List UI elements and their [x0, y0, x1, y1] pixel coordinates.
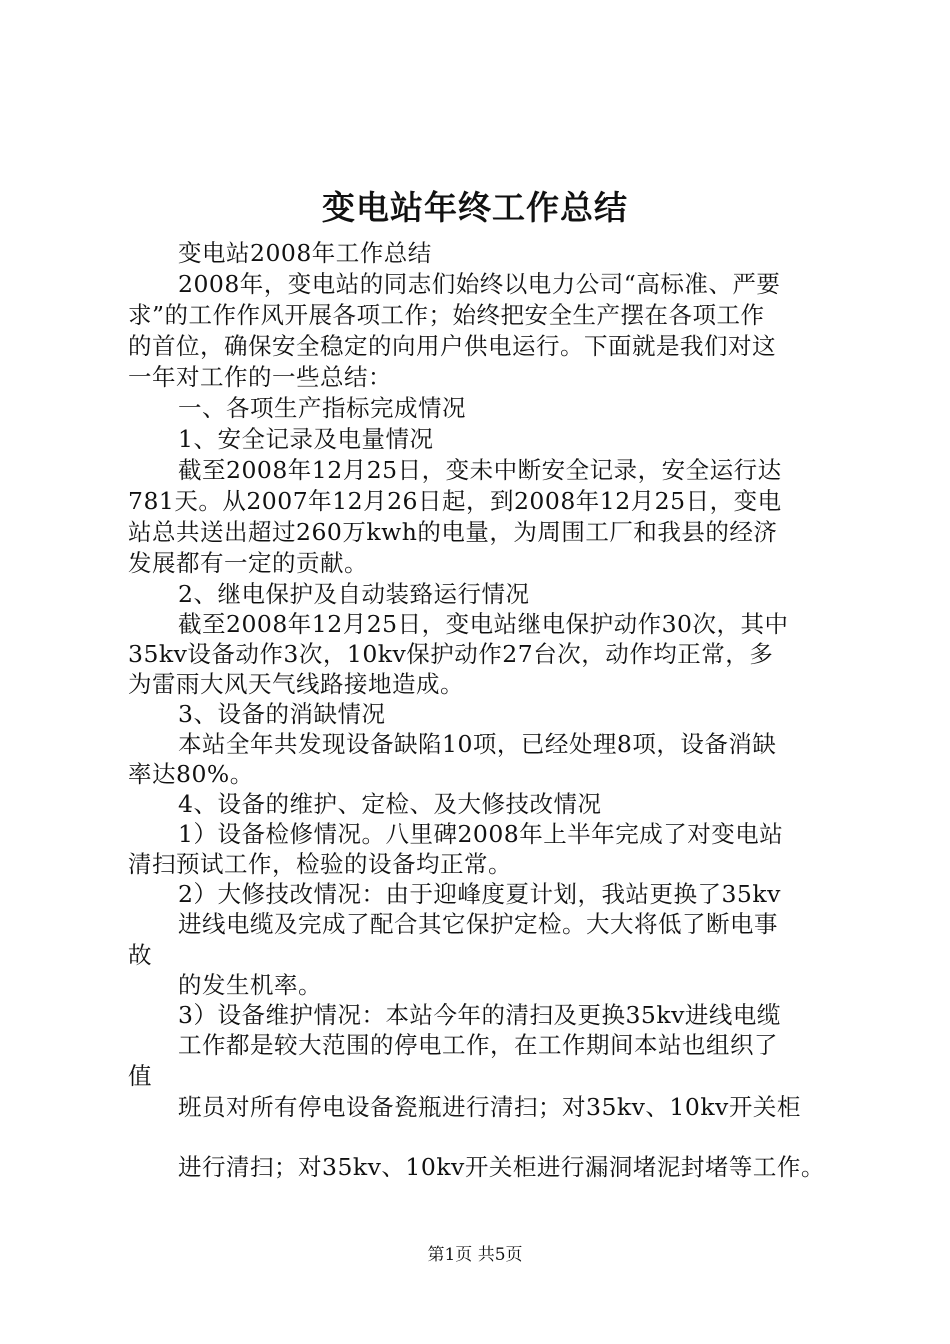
subsection-heading: 4、设备的维护、定检、及大修技改情况	[178, 790, 602, 818]
body-line: 的首位，确保安全稳定的向用户供电运行。下面就是我们对这	[128, 332, 776, 360]
body-line: 班员对所有停电设备瓷瓶进行清扫；对35kv、10kv开关柜	[178, 1093, 801, 1121]
body-line: 的发生机率。	[178, 971, 322, 999]
body-line: 3）设备维护情况：本站今年的清扫及更换35kv进线电缆	[178, 1001, 781, 1029]
body-line: 一年对工作的一些总结：	[128, 363, 392, 391]
subsection-heading: 2、继电保护及自动装臵运行情况	[178, 580, 530, 608]
body-line: 本站全年共发现设备缺陷10项，已经处理8项，设备消缺	[178, 730, 777, 758]
body-line: 清扫预试工作，检验的设备均正常。	[128, 850, 512, 878]
page-footer: 第1页 共5页	[427, 1245, 523, 1265]
body-line: 故	[128, 941, 152, 969]
body-line: 2008年，变电站的同志们始终以电力公司“高标准、严要	[178, 270, 781, 298]
body-line: 35kv设备动作3次，10kv保护动作27台次，动作均正常，多	[128, 640, 774, 668]
body-line: 工作都是较大范围的停电工作，在工作期间本站也组织了	[178, 1031, 778, 1059]
body-line: 进行清扫；对35kv、10kv开关柜进行漏洞堵泥封堵等工作。	[178, 1153, 825, 1181]
body-line: 率达80%。	[128, 760, 254, 788]
subtitle-line: 变电站2008年工作总结	[178, 239, 432, 267]
section-heading: 一、各项生产指标完成情况	[178, 394, 466, 422]
body-line: 为雷雨大风天气线路接地造成。	[128, 670, 464, 698]
body-line: 2）大修技改情况：由于迎峰度夏计划，我站更换了35kv	[178, 880, 781, 908]
body-line: 781天。从2007年12月26日起，到2008年12月25日，变电	[128, 487, 782, 515]
body-line: 求”的工作作风开展各项工作；始终把安全生产摆在各项工作	[128, 301, 765, 329]
body-line: 站总共送出超过260万kwh的电量，为周围工厂和我县的经济	[128, 518, 778, 546]
subsection-heading: 1、安全记录及电量情况	[178, 425, 434, 453]
document-title: 变电站年终工作总结	[322, 188, 628, 227]
body-line: 1）设备检修情况。八里碑2008年上半年完成了对变电站	[178, 820, 784, 848]
body-line: 进线电缆及完成了配合其它保护定检。大大将低了断电事	[178, 910, 778, 938]
body-line: 截至2008年12月25日，变未中断安全记录，安全运行达	[178, 456, 782, 484]
subsection-heading: 3、设备的消缺情况	[178, 700, 386, 728]
body-line: 截至2008年12月25日，变电站继电保护动作30次，其中	[178, 610, 789, 638]
body-line: 发展都有一定的贡献。	[128, 549, 368, 577]
body-line: 值	[128, 1062, 152, 1090]
